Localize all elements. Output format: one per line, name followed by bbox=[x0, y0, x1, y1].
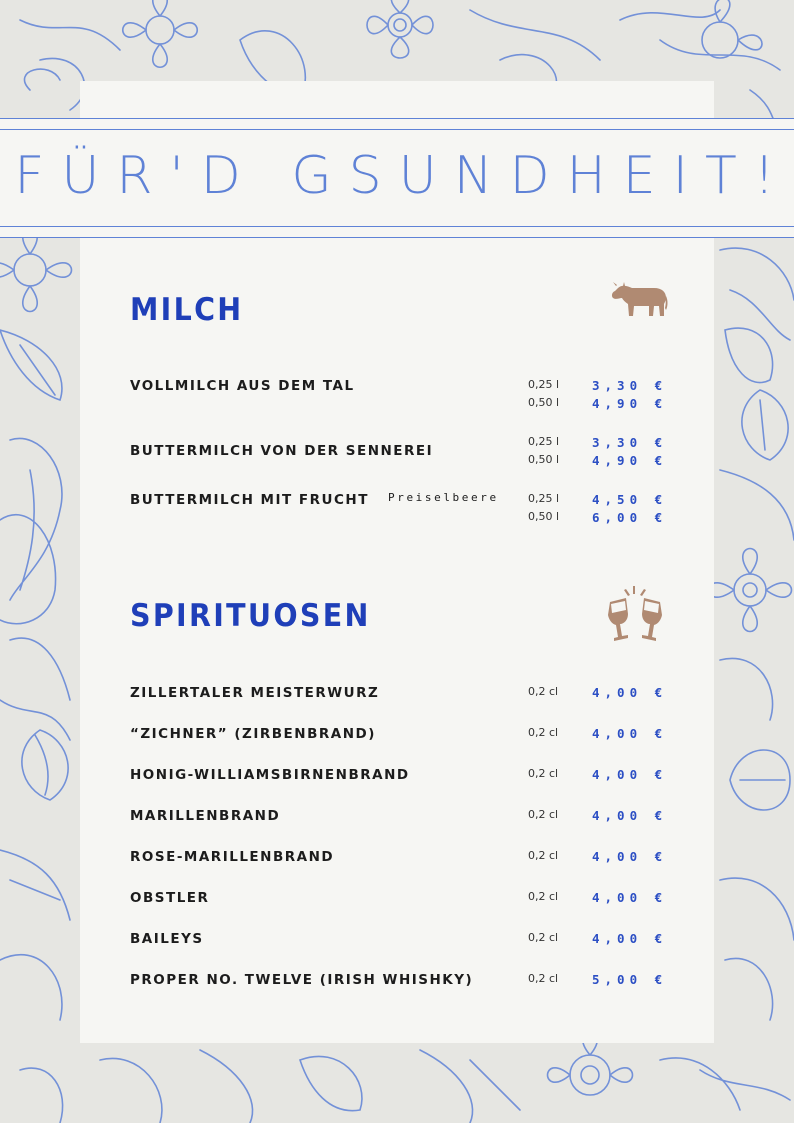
list-item bbox=[130, 972, 670, 1012]
section-title-milch: MILCH bbox=[130, 292, 244, 328]
list-item bbox=[130, 767, 670, 807]
item-price: 4,00 € bbox=[592, 685, 668, 700]
item-price: 4,00 € bbox=[592, 726, 668, 741]
item-volume: 0,2 cl bbox=[528, 726, 559, 739]
list-item bbox=[130, 808, 670, 848]
item-name: BUTTERMILCH MIT FRUCHT bbox=[130, 492, 369, 508]
title-band bbox=[0, 118, 794, 238]
list-item bbox=[130, 492, 670, 532]
item-volume: 0,2 cl bbox=[528, 890, 559, 903]
item-note: Preiselbeere bbox=[388, 491, 499, 504]
item-name: BUTTERMILCH VON DER SENNEREI bbox=[130, 443, 434, 459]
item-name: PROPER NO. TWELVE (IRISH WHISHKY) bbox=[130, 972, 474, 988]
item-price: 3,30 € bbox=[592, 435, 668, 450]
list-item bbox=[130, 890, 670, 930]
item-name: BAILEYS bbox=[130, 931, 204, 947]
section-title-spirituosen: SPIRITUOSEN bbox=[130, 598, 371, 634]
item-name: HONIG-WILLIAMSBIRNENBRAND bbox=[130, 767, 410, 783]
list-item bbox=[130, 435, 670, 475]
page-title: FÜR'D GSUNDHEIT! bbox=[14, 146, 792, 206]
item-price: 4,00 € bbox=[592, 890, 668, 905]
item-volume: 0,2 cl bbox=[528, 931, 559, 944]
item-price: 3,30 € bbox=[592, 378, 668, 393]
item-volume: 0,2 cl bbox=[528, 808, 559, 821]
item-volume: 0,2 cl bbox=[528, 849, 559, 862]
list-item bbox=[130, 685, 670, 725]
list-item bbox=[130, 378, 670, 418]
item-name: ROSE-MARILLENBRAND bbox=[130, 849, 335, 865]
list-item bbox=[130, 726, 670, 766]
toast-glasses-icon bbox=[602, 584, 668, 644]
item-price: 4,00 € bbox=[592, 767, 668, 782]
item-name: ZILLERTALER MEISTERWURZ bbox=[130, 685, 380, 701]
item-volume: 0,2 cl bbox=[528, 972, 559, 985]
item-volume: 0,50 l bbox=[528, 453, 560, 466]
item-price: 5,00 € bbox=[592, 972, 668, 987]
item-price: 4,00 € bbox=[592, 849, 668, 864]
item-volume: 0,25 l bbox=[528, 378, 560, 391]
item-volume: 0,25 l bbox=[528, 492, 560, 505]
list-item bbox=[130, 849, 670, 889]
item-price: 4,90 € bbox=[592, 396, 668, 411]
item-volume: 0,25 l bbox=[528, 435, 560, 448]
item-name: MARILLENBRAND bbox=[130, 808, 281, 824]
item-volume: 0,2 cl bbox=[528, 685, 559, 698]
cow-icon bbox=[610, 278, 668, 320]
item-name: VOLLMILCH AUS DEM TAL bbox=[130, 378, 355, 394]
item-price: 6,00 € bbox=[592, 510, 668, 525]
item-name: OBSTLER bbox=[130, 890, 210, 906]
item-volume: 0,50 l bbox=[528, 510, 560, 523]
item-price: 4,00 € bbox=[592, 931, 668, 946]
item-volume: 0,2 cl bbox=[528, 767, 559, 780]
item-price: 4,90 € bbox=[592, 453, 668, 468]
flower-icon bbox=[123, 0, 198, 67]
list-item bbox=[130, 931, 670, 971]
item-volume: 0,50 l bbox=[528, 396, 560, 409]
item-price: 4,00 € bbox=[592, 808, 668, 823]
item-price: 4,50 € bbox=[592, 492, 668, 507]
item-name: “ZICHNER” (ZIRBENBRAND) bbox=[130, 726, 376, 742]
